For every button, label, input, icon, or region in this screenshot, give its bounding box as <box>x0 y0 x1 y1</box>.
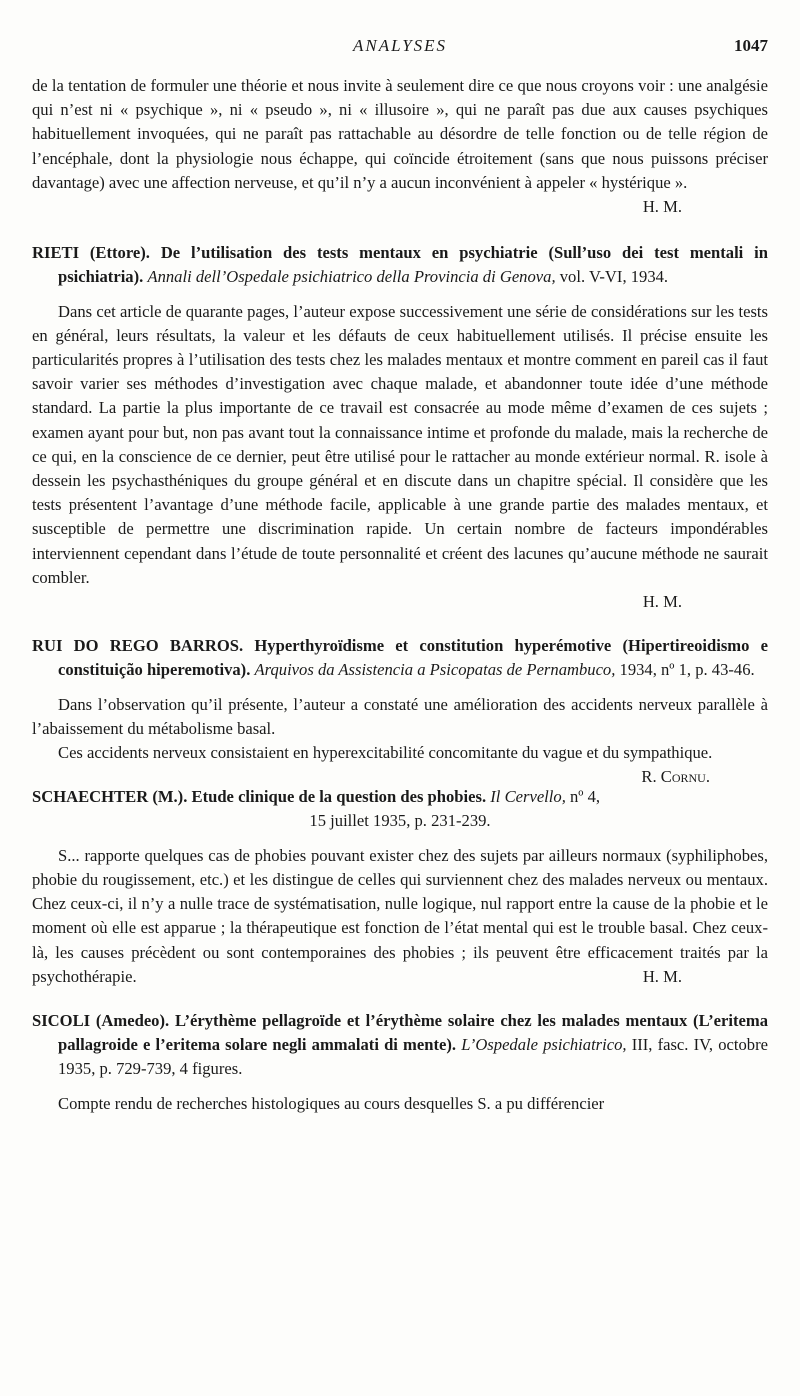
review-entry-sicoli <box>32 1009 768 1116</box>
entry-citation: III, fasc. IV, octobre 1935, p. 729-739, 4 figures. <box>58 1035 768 1079</box>
entry-title: De l’utilisation des tests mentaux en psychiatrie (Sull’uso dei test mentali in psichiatria). <box>58 243 768 287</box>
entry-journal: Annali dell’Ospedale psichiatrico della Provincia di Genova, <box>147 267 556 287</box>
entry-body-continued <box>32 741 768 787</box>
entry-body: Dans l’observation qu’il présente, l’auteur a constaté une amélioration des accidents nerveux parallèle à l’abaissement du métabolisme basal. <box>32 694 768 738</box>
intro-signature: H. M. <box>642 197 682 217</box>
entry-author: RUI DO REGO BARROS. <box>32 636 244 656</box>
entry-citation: nº 4, <box>565 787 601 807</box>
entry-author: SICOLI (Amedeo). <box>32 1010 170 1030</box>
entry-heading <box>32 1009 768 1082</box>
entry-citation: 1934, nº 1, p. 43-46. <box>615 660 755 680</box>
entry-signature: R. Cornu. <box>641 767 710 787</box>
entry-heading <box>32 634 768 682</box>
page-body <box>32 74 768 1116</box>
entry-journal: Arquivos da Assistencia a Psicopatas de Pernambuco, <box>254 660 616 680</box>
entry-title: L’érythème pellagroïde et l’érythème solaire chez les malades mentaux (L’eritema pallagroide e l’eritema solare negli ammalati di mente). <box>58 1010 769 1055</box>
entry-signature: H. M. <box>642 592 682 612</box>
entry-body-text: S... rapporte quelques cas de phobies pouvant exister chez des sujets par ailleurs normaux (syphiliphobes, phobie du rougissement, etc.) et les distingue de celles qui surviennent chez des malades nerveux ou mentaux. Chez ceux-ci, il n’y a nulle trace de systématisation, nulle logique, nul rapport entre la cause de la phobie et le moment où elle est apparue ; la thérapeutique est fonction de l’état mental qui est le trouble basal. Chez ceux-là, les causes précèdent ou sont contemporaines des phobies ; ils peuvent être efficacement traités par la psychothérapie. <box>32 845 768 986</box>
review-entry-rieti <box>32 241 768 614</box>
entry-journal: Il Cervello, <box>490 787 566 807</box>
entry-heading <box>32 241 768 289</box>
entry-body: Dans cet article de quarante pages, l’auteur expose successivement une série de considérations sur les tests en général, leurs résultats, la valeur et les défauts de ceux habituellement utilisés. Il précise ensuite les particularités propres à l’utilisation des tests chez les malades mentaux et montre comment en pareil cas il faut savoir varier ses méthodes d’investigation avec chaque malade, et abandonner toute idée d’une méthode standard. La partie la plus importante de ce travail est consacrée au mode même d’examen de ces sujets ; examen ayant pour but, non pas avant tout la connaissance intime et profonde du malade, mais la recherche de ce qui, en la conscience de ce dernier, peut être utilisé pour le rattacher au monde extérieur normal. R. isole à dessein les psychasthéniques du groupe général et en discute dans un chapitre spécial. Il considère que les tests présentent l’avantage d’une méthode facile, applicable à une grande partie des malades mentaux, et susceptible de permettre une discrimination rapide. Un certain nombre de facteurs impondérables interviennent cependant dans l’étude de toute personnalité et créent des lacunes qu’aucune méthode ne saurait combler. <box>32 301 768 587</box>
entry-title: Etude clinique de la question des phobies. <box>191 787 487 807</box>
entry-author: RIETI (Ettore). <box>32 243 150 263</box>
entry-citation: vol. V-VI, 1934. <box>555 267 669 287</box>
entry-journal: L’Ospedale psichiatrico, <box>461 1035 627 1055</box>
entry-citation-date: 15 juillet 1935, p. 231-239. <box>309 811 491 831</box>
running-title: ANALYSES <box>352 36 448 55</box>
entry-signature: H. M. <box>642 966 682 986</box>
page-header <box>32 36 768 66</box>
entry-title: Hyperthyroïdisme et constitution hyperémotive (Hipertireoidismo e constituição hiperemotiva). <box>58 636 768 680</box>
review-entry-barros <box>32 634 768 787</box>
review-entry-schaechter <box>32 785 768 989</box>
intro-paragraph: de la tentation de formuler une théorie et nous invite à seulement dire ce que nous croyons voir : une analgésie qui n’est ni « psychique », ni « pseudo », ni « illusoire », qui ne paraît pas due aux causes psychiques habituellement invoquées, qui ne paraît pas rattachable au désordre de telle fonction ou de telle région de l’encéphale, dont la physiologie nous échappe, qui coïncide étroitement (sans que nous puissons préciser davantage) avec une affection nerveuse, et qu’il n’y a aucun inconvénient à appeler « hystérique ». <box>32 76 768 192</box>
entry-body: Compte rendu de recherches histologiques au cours desquelles S. a pu différencier <box>58 1093 605 1113</box>
entry-author: SCHAECHTER (M.). <box>32 787 188 807</box>
page-number: 1047 <box>734 36 768 55</box>
entry-body <box>32 844 768 989</box>
entry-body-text: Ces accidents nerveux consistaient en hyperexcitabilité concomitante du vague et du sympathique. <box>58 743 713 763</box>
